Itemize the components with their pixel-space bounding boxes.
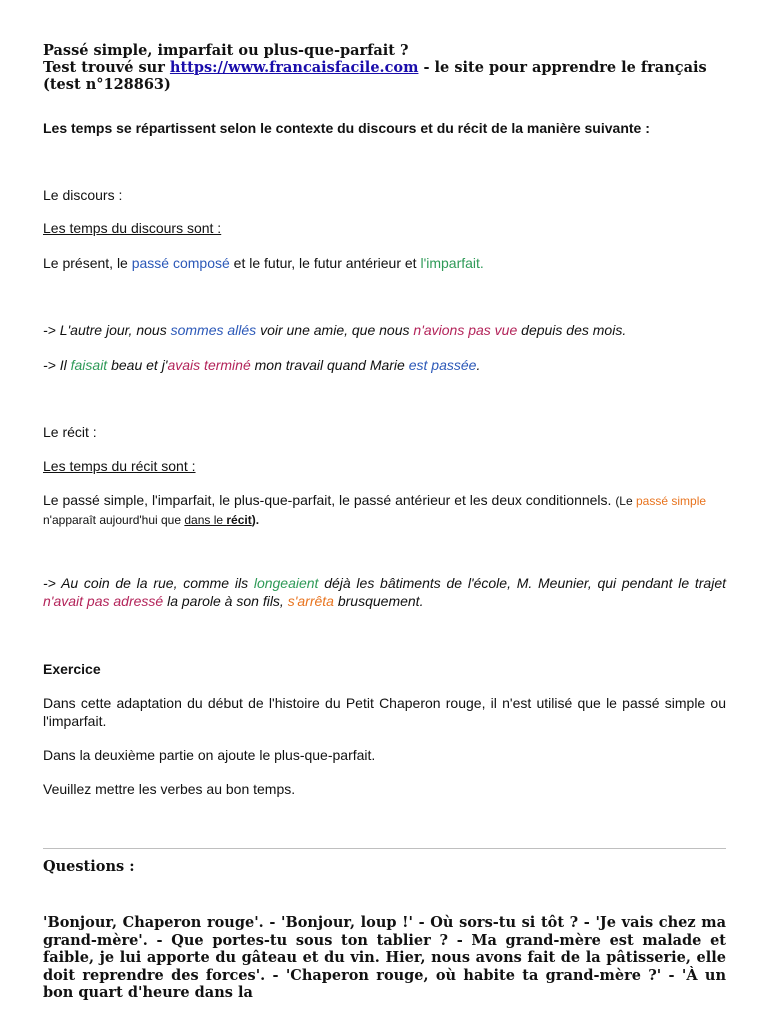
- verb-passe-compose: est passée: [408, 357, 477, 373]
- recit-heading: Le récit :: [43, 424, 97, 440]
- verb-plus-que-parfait: n'avions pas vue: [413, 322, 518, 338]
- example-text: déjà les bâtiments de l'école, M. Meunier, qui pendant le trajet: [318, 575, 727, 591]
- verb-imparfait: longeaient: [253, 575, 319, 591]
- document-header: [43, 42, 726, 93]
- exercice-heading: Exercice: [43, 661, 101, 677]
- recit-tenses: [43, 491, 726, 529]
- questions-heading: Questions :: [43, 858, 135, 875]
- exercice-instructions-2: Dans la deuxième partie on ajoute le plus-que-parfait.: [43, 747, 376, 763]
- questions-text: 'Bonjour, Chaperon rouge'. - 'Bonjour, loup !' - Où sors-tu si tôt ? - 'Je vais chez ma grand-mère'. - Que portes-tu sous ton tablier ? - Ma grand-mère est malade et faible, je lui apporte du gâteau et du vin. Hier, nous avons fait de la pâtisserie, elle doit reprendre des forces'. - 'Chaperon rouge, où habite ta grand-mère ?' - 'À un bon quart d'heure dans la: [43, 914, 726, 1001]
- discours-heading: Le discours :: [43, 187, 123, 203]
- discours-tenses-text-2: et le futur, le futur antérieur et: [229, 255, 421, 271]
- recit-tenses-text: Le passé simple, l'imparfait, le plus-que-parfait, le passé antérieur et les deux conditionnels.: [43, 492, 616, 508]
- example-text: .: [476, 357, 481, 373]
- example-text: brusquement.: [333, 593, 424, 609]
- example-text: la parole à son fils,: [163, 593, 288, 609]
- verb-plus-que-parfait: n'avait pas adressé: [43, 593, 164, 609]
- example-text: depuis des mois.: [517, 322, 627, 338]
- verb-plus-que-parfait: avais terminé: [167, 357, 251, 373]
- document-title: Passé simple, imparfait ou plus-que-parfait ?: [43, 42, 409, 59]
- example-text: mon travail quand Marie: [250, 357, 409, 373]
- example-text: -> Au coin de la rue, comme ils: [43, 575, 254, 591]
- verb-passe-compose: sommes allés: [170, 322, 257, 338]
- exercice-instructions-3: Veuillez mettre les verbes au bon temps.: [43, 781, 296, 797]
- section-divider: [43, 848, 726, 849]
- recit-note-bold: récit: [226, 513, 252, 527]
- example-text: -> L'autre jour, nous: [43, 322, 171, 338]
- site-link[interactable]: https://www.francaisfacile.com: [169, 59, 419, 76]
- discours-example-2: [43, 356, 726, 374]
- recit-note-underlined: dans le: [184, 513, 227, 527]
- recit-example: [43, 574, 726, 610]
- tense-imparfait: l'imparfait.: [420, 255, 484, 271]
- example-text: -> Il: [43, 357, 71, 373]
- discours-tenses: [43, 254, 726, 272]
- exercice-instructions-1: Dans cette adaptation du début de l'histoire du Petit Chaperon rouge, il n'est utilisé que le passé simple ou l'imparfait.: [43, 695, 726, 729]
- recit-subheading: Les temps du récit sont :: [43, 458, 196, 474]
- discours-tenses-text: Le présent, le: [43, 255, 132, 271]
- verb-imparfait: faisait: [70, 357, 108, 373]
- recit-subheading-wrap: [43, 457, 726, 475]
- discours-example-1: [43, 321, 726, 339]
- tense-passe-simple: passé simple: [636, 494, 707, 508]
- tense-passe-compose: passé composé: [131, 255, 230, 271]
- verb-passe-simple: s'arrêta: [287, 593, 334, 609]
- test-source-line: [43, 59, 726, 93]
- recit-note-close: ).: [251, 513, 260, 527]
- intro-text: Les temps se répartissent selon le contexte du discours et du récit de la manière suivante :: [43, 120, 650, 136]
- test-source-suffix: - le site pour apprendre le français (test n°128863): [43, 59, 707, 93]
- example-text: voir une amie, que nous: [256, 322, 414, 338]
- discours-subheading-wrap: [43, 219, 726, 237]
- example-text: beau et j': [107, 357, 168, 373]
- recit-note: (Le: [615, 494, 636, 508]
- discours-subheading: Les temps du discours sont :: [43, 220, 222, 236]
- test-source-prefix: Test trouvé sur: [43, 59, 170, 76]
- recit-note: n'apparaît aujourd'hui que: [43, 513, 185, 527]
